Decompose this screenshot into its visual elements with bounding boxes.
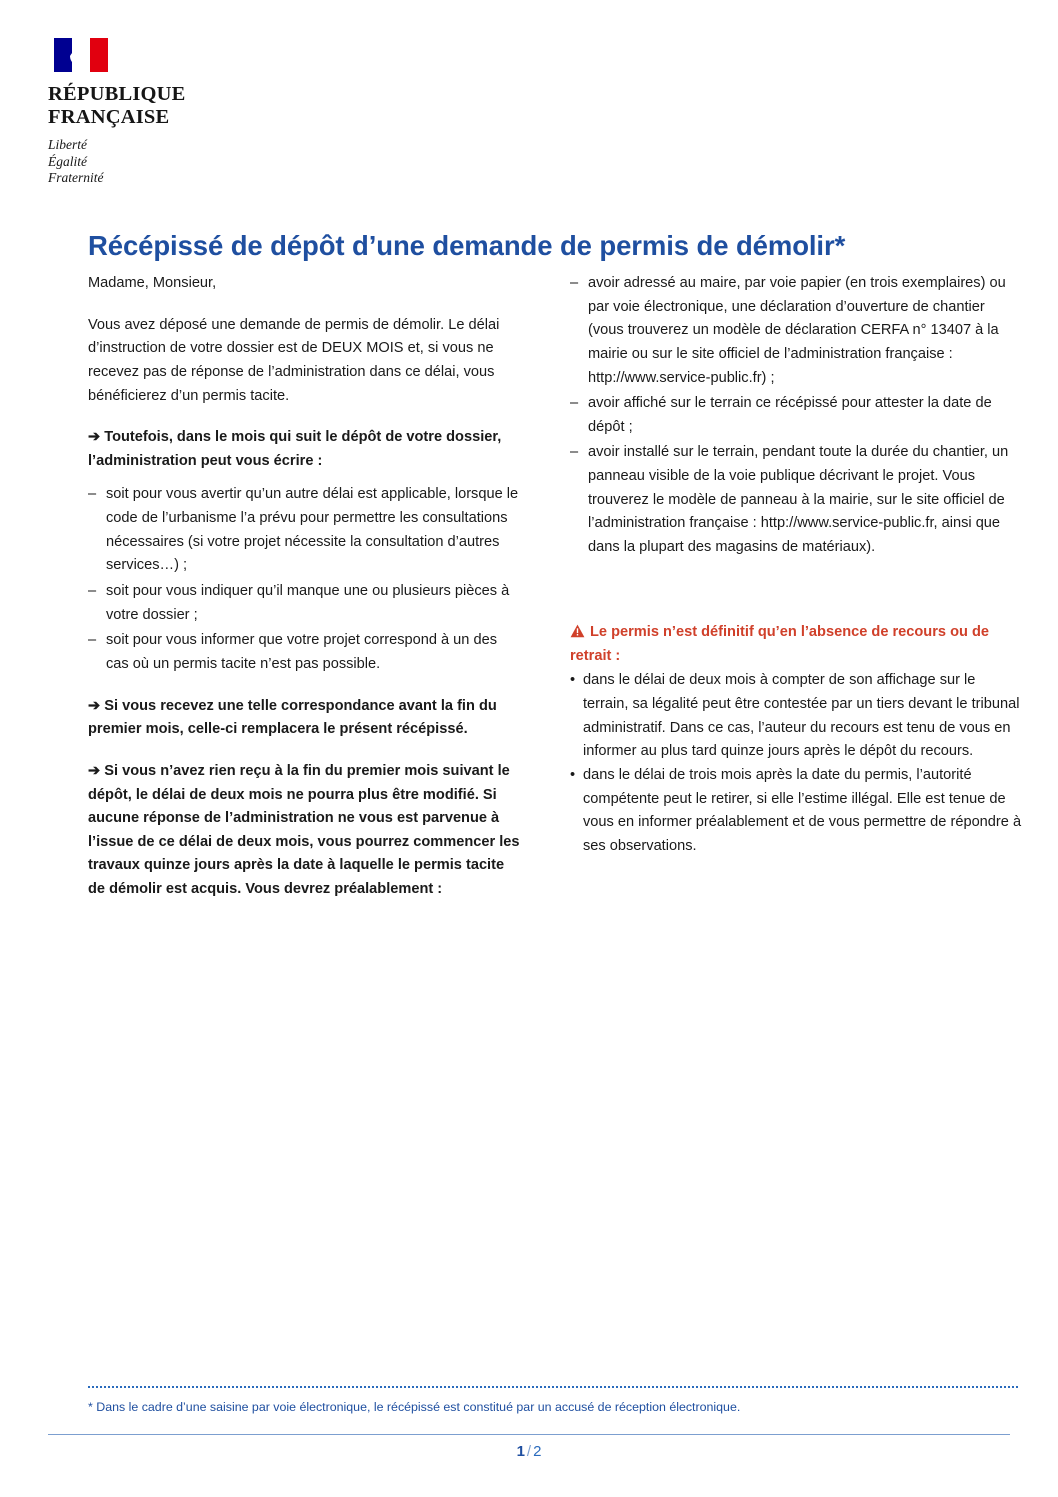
page-number <box>0 1443 1058 1460</box>
page-number-current: 1 <box>516 1443 525 1460</box>
warning-title <box>570 622 1022 668</box>
logo-line-2: FRANÇAISE <box>48 106 170 129</box>
warning-block <box>570 622 1022 859</box>
intro-paragraph: Vous avez déposé une demande de permis de démolir. Le délai d’instruction de votre dossier est de DEUX MOIS et, si vous ne recevez pas de réponse de l’administration dans ce délai, vous bénéficierez d’un permis tacite. <box>88 316 500 404</box>
arrow-paragraph-3-text: Si vous n’avez rien reçu à la fin du premier mois suivant le dépôt, le délai de deux mois ne pourra plus être modifié. Si aucune réponse de l’administration ne vous est parvenue à l’issue de ce délai de deux mois, vous pourrez commencer les travaux quinze jours après la date à laquelle le permis tacite de démolir est acquis. Vous devrez préalablement : <box>88 762 520 898</box>
footer-divider <box>48 1434 1010 1435</box>
arrow-paragraph-1-text: Toutefois, dans le mois qui suit le dépôt de votre dossier, l’administration peut vous écrire : <box>88 429 502 469</box>
warning-title-text: Le permis n’est définitif qu’en l’absence de recours ou de retrait : <box>570 623 989 664</box>
list-item: • dans le délai de deux mois à compter de son affichage sur le terrain, sa légalité peut être contestée par un tiers devant le tribunal administratif. Dans ce cas, l’auteur du recours est tenu de vous en informer au plus tard quinze jours après le dépôt du recours. <box>570 669 1022 764</box>
list-item: – avoir adressé au maire, par voie papier (en trois exemplaires) ou par voie électronique, une déclaration d’ouverture de chantier (vous trouverez un modèle de déclaration CERFA n° 13407 à la mairie ou sur le site officiel de l’administration française : http://www.service-public.fr) ; <box>570 272 1022 390</box>
list-item: – soit pour vous avertir qu’un autre délai est applicable, lorsque le code de l’urbanisme l’a prévu pour permettre les consultations nécessaires (si votre projet nécessite la consultation d’autres services…) ; <box>88 483 520 578</box>
list-item: – soit pour vous indiquer qu’il manque une ou plusieurs pièces à votre dossier ; <box>88 580 520 627</box>
republique-francaise-logo <box>48 36 308 187</box>
arrow-paragraph-1 <box>88 426 520 473</box>
salutation: Madame, Monsieur, <box>88 275 217 291</box>
left-column <box>88 272 520 912</box>
page-number-separator: / <box>526 1443 532 1460</box>
footnote: * Dans le cadre d’une saisine par voie électronique, le récépissé est constitué par un accusé de réception électronique. <box>88 1400 741 1414</box>
footer-dotted-divider <box>88 1386 1018 1388</box>
list-item: – soit pour vous informer que votre projet correspond à un des cas où un permis tacite n’est pas possible. <box>88 629 520 676</box>
arrow-right-icon: ➔ <box>88 762 101 779</box>
logo-motto-liberte: Liberté <box>48 136 87 152</box>
warning-triangle-icon <box>570 624 585 646</box>
arrow-right-icon: ➔ <box>88 429 101 446</box>
right-column <box>570 272 1022 859</box>
arrow-right-icon: ➔ <box>88 697 101 714</box>
list-item: – avoir affiché sur le terrain ce récépissé pour attester la date de dépôt ; <box>570 392 1022 439</box>
page-title: Récépissé de dépôt d’une demande de permis de démolir* <box>88 230 846 262</box>
list-item: – avoir installé sur le terrain, pendant toute la durée du chantier, un panneau visible de la voie publique décrivant le projet. Vous trouverez le modèle de panneau à la mairie, sur le site officiel de l’administration française : http://www.service-public.fr, ainsi que dans la plupart des magasins de matériaux). <box>570 441 1022 559</box>
warning-bullet-list <box>570 669 1022 858</box>
logo-line-1: RÉPUBLIQUE <box>48 83 186 105</box>
arrow-paragraph-3 <box>88 760 520 902</box>
right-dash-list <box>570 272 1022 560</box>
arrow-paragraph-2 <box>88 695 520 742</box>
logo-motto-fraternite: Fraternité <box>48 170 104 186</box>
left-dash-list <box>88 483 520 676</box>
list-item: • dans le délai de trois mois après la date du permis, l’autorité compétente peut le retirer, si elle l’estime illégal. Elle est tenue de vous en informer préalablement et de vous permettre de répondre à ses observations. <box>570 764 1022 859</box>
french-flag-marianne-icon <box>54 36 116 77</box>
arrow-paragraph-2-text: Si vous recevez une telle correspondance avant la fin du premier mois, celle-ci remplacera le présent récépissé. <box>88 697 497 738</box>
page-number-total: 2 <box>533 1443 542 1460</box>
logo-motto-egalite: Égalité <box>48 153 87 169</box>
